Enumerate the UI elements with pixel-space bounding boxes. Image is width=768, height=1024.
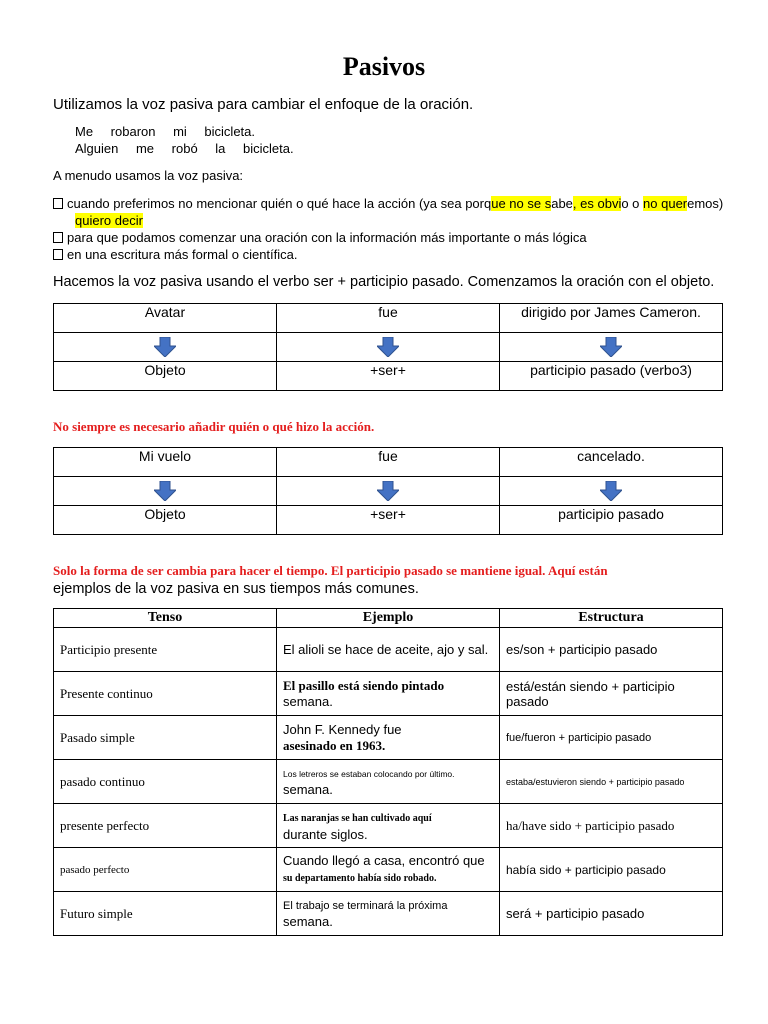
example-table-2 [53,447,723,535]
table-row [54,628,723,672]
tense-cell: pasado perfecto [54,848,277,892]
tense-cell: presente perfecto [54,804,277,848]
bullet-3: en una escritura más formal o científica. [53,247,298,262]
example-1: Me robaron mi bicicleta. [75,124,255,139]
example-cell: El alioli se hace de aceite, ajo y sal. [277,628,500,672]
note-2-cont: ejemplos de la voz pasiva en sus tiempos más comunes. [53,581,419,597]
cell: participio pasado (verbo3) [500,362,723,391]
arrow-cell [54,477,277,506]
cell: Mi vuelo [54,448,277,477]
note-1: No siempre es necesario añadir quién o qué hizo la acción. [53,419,375,434]
example-2: Alguien me robó la bicicleta. [75,141,294,156]
arrow-cell [500,477,723,506]
structure-cell: será + participio pasado [500,892,723,936]
example-cell: Los letreros se estaban colocando por último. semana. [277,760,500,804]
arrow-cell [500,333,723,362]
structure-cell: ha/have sido + participio pasado [500,804,723,848]
tense-cell: pasado continuo [54,760,277,804]
bullet-box-icon [53,198,63,209]
cell: dirigido por James Cameron. [500,304,723,333]
page-title: Pasivos [342,52,426,81]
cell: fue [277,304,500,333]
bullet-1-cont: quiero decir [75,213,143,228]
example-cell: John F. Kennedy fue asesinado en 1963. [277,716,500,760]
table-row [54,760,723,804]
structure-cell: estaba/estuvieron siendo + participio pasado [500,760,723,804]
example-cell: El trabajo se terminará la próxima semana. [277,892,500,936]
arrow-cell [277,477,500,506]
example-cell: Las naranjas se han cultivado aquí durante siglos. [277,804,500,848]
bullet-box-icon [53,232,63,243]
bullet-box-icon [53,249,63,260]
down-arrow-icon [377,481,399,501]
example-table-1 [53,303,723,391]
example-cell: Cuando llegó a casa, encontró que su departamento había sido robado. [277,848,500,892]
cell: participio pasado [500,506,723,535]
formation-text: Hacemos la voz pasiva usando el verbo ser + participio pasado. Comenzamos la oración con el objeto. [53,274,715,290]
tense-cell: Presente continuo [54,672,277,716]
table-row [54,804,723,848]
cell: cancelado. [500,448,723,477]
table-row [54,848,723,892]
column-header-example: Ejemplo [277,609,500,628]
usage-heading: A menudo usamos la voz pasiva: [53,168,244,183]
bullet-2: para que podamos comenzar una oración con la información más importante o más lógica [53,230,587,245]
table-row [54,716,723,760]
bullet-1: cuando preferimos no mencionar quién o qué hace la acción (ya sea porque no se sabe, es obvio o no queremos) [53,196,723,211]
cell: +ser+ [277,362,500,391]
structure-cell: había sido + participio pasado [500,848,723,892]
example-cell: El pasillo está siendo pintado semana. [277,672,500,716]
cell: Objeto [54,506,277,535]
down-arrow-icon [154,337,176,357]
column-header-structure: Estructura [500,609,723,628]
structure-cell: está/están siendo + participio pasado [500,672,723,716]
intro-text: Utilizamos la voz pasiva para cambiar el enfoque de la oración. [53,96,474,113]
cell: Avatar [54,304,277,333]
tense-cell: Participio presente [54,628,277,672]
cell: Objeto [54,362,277,391]
structure-cell: fue/fueron + participio pasado [500,716,723,760]
arrow-cell [54,333,277,362]
table-row [54,672,723,716]
cell: fue [277,448,500,477]
down-arrow-icon [600,481,622,501]
tenses-table [53,608,723,936]
tense-cell: Pasado simple [54,716,277,760]
column-header-tense: Tenso [54,609,277,628]
down-arrow-icon [154,481,176,501]
down-arrow-icon [600,337,622,357]
cell: +ser+ [277,506,500,535]
structure-cell: es/son + participio pasado [500,628,723,672]
down-arrow-icon [377,337,399,357]
table-row [54,892,723,936]
note-2: Solo la forma de ser cambia para hacer el tiempo. El participio pasado se mantiene igual. Aquí están [53,563,608,578]
tense-cell: Futuro simple [54,892,277,936]
arrow-cell [277,333,500,362]
